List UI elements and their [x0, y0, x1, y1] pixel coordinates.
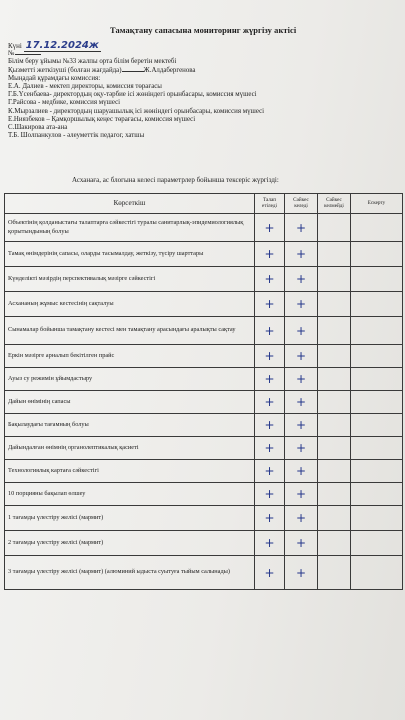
row-indicator: Дайын өнімінің сапасы: [5, 391, 255, 414]
header-line: Г.Райсова - медбике, комиссия мүшесі: [8, 99, 121, 107]
intro-text: Асханаға, ас блогына келесі параметрлер бойынша тексеріс жүргізді:: [72, 176, 279, 184]
row-required-mark: +: [255, 460, 285, 483]
row-nomatch-mark: [318, 292, 351, 317]
col-header-indicator: Көрсеткіш: [5, 194, 255, 214]
row-indicator: Тамақ өнімдерінің сапасы, оларды тасымалдау, жеткізу, түсіру шарттары: [5, 242, 255, 267]
header-line: С.Шакирова ата-ана: [8, 124, 68, 132]
table-row: [5, 391, 403, 414]
number-label: №: [8, 50, 15, 58]
row-note: [351, 242, 403, 267]
supplier-line: [8, 67, 398, 75]
table-row: [5, 267, 403, 292]
row-required-mark: +: [255, 391, 285, 414]
row-required-mark: +: [255, 531, 285, 556]
col-header-match: Сәйкес келеді: [285, 194, 318, 214]
table-header-row: [5, 194, 403, 214]
table-row: [5, 242, 403, 267]
row-indicator: Объектінің қолданыстағы талаптарға сәйкестігі туралы санитарлық-эпидемиологиялық қорытындының болуы: [5, 214, 255, 242]
row-note: [351, 531, 403, 556]
row-nomatch-mark: [318, 267, 351, 292]
row-note: [351, 506, 403, 531]
row-match-mark: +: [285, 368, 318, 391]
table-row: [5, 292, 403, 317]
table-row: [5, 483, 403, 506]
table-row: [5, 317, 403, 345]
table-row: [5, 460, 403, 483]
row-match-mark: +: [285, 267, 318, 292]
row-indicator: 10 порцияны бақылап өлшеу: [5, 483, 255, 506]
row-indicator: Сынамалар бойынша тамақтану кестесі мен тамақтану арасындағы аралықты сақтау: [5, 317, 255, 345]
header-line: Т.Б. Шолпанкулов - әлеуметтік педагог, хатшы: [8, 132, 145, 140]
row-indicator: 3 тағамды үлестіру желісі (мармит) (алюминий ыдыста суытуға тыйым салынады): [5, 556, 255, 590]
row-required-mark: +: [255, 368, 285, 391]
row-required-mark: +: [255, 345, 285, 368]
document-title: Тамақтану сапасына мониторинг жүргізу актісі: [110, 26, 297, 35]
row-match-mark: +: [285, 391, 318, 414]
supplier-blank: [122, 71, 144, 72]
row-note: [351, 345, 403, 368]
table-row: [5, 345, 403, 368]
row-note: [351, 483, 403, 506]
row-match-mark: +: [285, 531, 318, 556]
table-row: [5, 368, 403, 391]
row-note: [351, 267, 403, 292]
row-nomatch-mark: [318, 483, 351, 506]
row-match-mark: +: [285, 242, 318, 267]
row-note: [351, 437, 403, 460]
col-header-required: Талап етіледі: [255, 194, 285, 214]
row-required-mark: +: [255, 506, 285, 531]
row-match-mark: +: [285, 317, 318, 345]
table-body: [5, 214, 403, 590]
row-match-mark: +: [285, 437, 318, 460]
table-row: [5, 437, 403, 460]
row-indicator: Ауыз су режимін ұйымдастыру: [5, 368, 255, 391]
row-note: [351, 368, 403, 391]
table-row: [5, 506, 403, 531]
row-match-mark: +: [285, 214, 318, 242]
header-line: Е.А. Далиев - мектеп директоры, комиссия төрағасы: [8, 83, 162, 91]
date-value: 17.12.2024ж: [25, 40, 99, 51]
table-row: [5, 556, 403, 590]
col-header-note: Ескерту: [351, 194, 403, 214]
row-required-mark: +: [255, 414, 285, 437]
row-required-mark: +: [255, 483, 285, 506]
header-block: [8, 42, 398, 140]
row-nomatch-mark: [318, 345, 351, 368]
row-nomatch-mark: [318, 214, 351, 242]
row-indicator: Күнделікті мәзірдің перспективалық мәзірге сәйкестігі: [5, 267, 255, 292]
row-indicator: Бақылаудағы тағамның болуы: [5, 414, 255, 437]
row-match-mark: +: [285, 292, 318, 317]
row-note: [351, 317, 403, 345]
row-nomatch-mark: [318, 368, 351, 391]
header-line: Білім беру ұйымы №33 жалпы орта білім беретін мектебі: [8, 58, 177, 66]
header-line: Мыңадай құрамдағы комиссия:: [8, 74, 101, 82]
row-nomatch-mark: [318, 556, 351, 590]
row-match-mark: +: [285, 506, 318, 531]
col-header-nomatch: Сәйкес келмейді: [318, 194, 351, 214]
number-blank: [15, 54, 41, 55]
row-required-mark: +: [255, 317, 285, 345]
table-row: [5, 531, 403, 556]
supplier-name: Ж.Алдабергенова: [143, 66, 196, 74]
row-nomatch-mark: [318, 391, 351, 414]
header-line: Г.Б.Үсенбаева- директордың оқу-тәрбие ісі жөніндегі орынбасары, комиссия мүшесі: [8, 91, 257, 99]
header-line: К.Мырзалиев - директордың шаруашылық ісі жөніндегі орынбасары, комиссия мүшесі: [8, 107, 265, 115]
row-nomatch-mark: [318, 242, 351, 267]
row-indicator: 1 тағамды үлестіру желісі (мармит): [5, 506, 255, 531]
row-note: [351, 391, 403, 414]
header-line: Е.Ниязбеков – Қамқоршылық кеңес төрағасы, комиссия мүшесі: [8, 115, 196, 123]
row-indicator: Дайындалған өнімнің органолептикалық қасиеті: [5, 437, 255, 460]
supplier-label: Қызметті жеткізуші (болған жағдайда): [8, 66, 122, 74]
row-indicator: Асхананың жұмыс кестесінің сақталуы: [5, 292, 255, 317]
row-note: [351, 460, 403, 483]
row-note: [351, 214, 403, 242]
row-required-mark: +: [255, 267, 285, 292]
table-row: [5, 414, 403, 437]
row-required-mark: +: [255, 242, 285, 267]
row-match-mark: +: [285, 345, 318, 368]
row-note: [351, 292, 403, 317]
row-required-mark: +: [255, 437, 285, 460]
table-row: [5, 214, 403, 242]
row-nomatch-mark: [318, 437, 351, 460]
row-required-mark: +: [255, 292, 285, 317]
row-match-mark: +: [285, 483, 318, 506]
row-required-mark: +: [255, 556, 285, 590]
row-nomatch-mark: [318, 506, 351, 531]
date-line: [8, 42, 398, 50]
row-required-mark: +: [255, 214, 285, 242]
row-match-mark: +: [285, 460, 318, 483]
row-nomatch-mark: [318, 317, 351, 345]
date-label: Күні: [8, 42, 22, 50]
row-note: [351, 556, 403, 590]
monitoring-table: [4, 193, 403, 590]
row-nomatch-mark: [318, 460, 351, 483]
row-indicator: 2 тағамды үлестіру желісі (мармит): [5, 531, 255, 556]
row-match-mark: +: [285, 556, 318, 590]
row-match-mark: +: [285, 414, 318, 437]
row-indicator: Еркін мәзірге арналып бекітілген прайс: [5, 345, 255, 368]
row-indicator: Технологиялық картаға сәйкестігі: [5, 460, 255, 483]
row-nomatch-mark: [318, 531, 351, 556]
row-nomatch-mark: [318, 414, 351, 437]
row-note: [351, 414, 403, 437]
